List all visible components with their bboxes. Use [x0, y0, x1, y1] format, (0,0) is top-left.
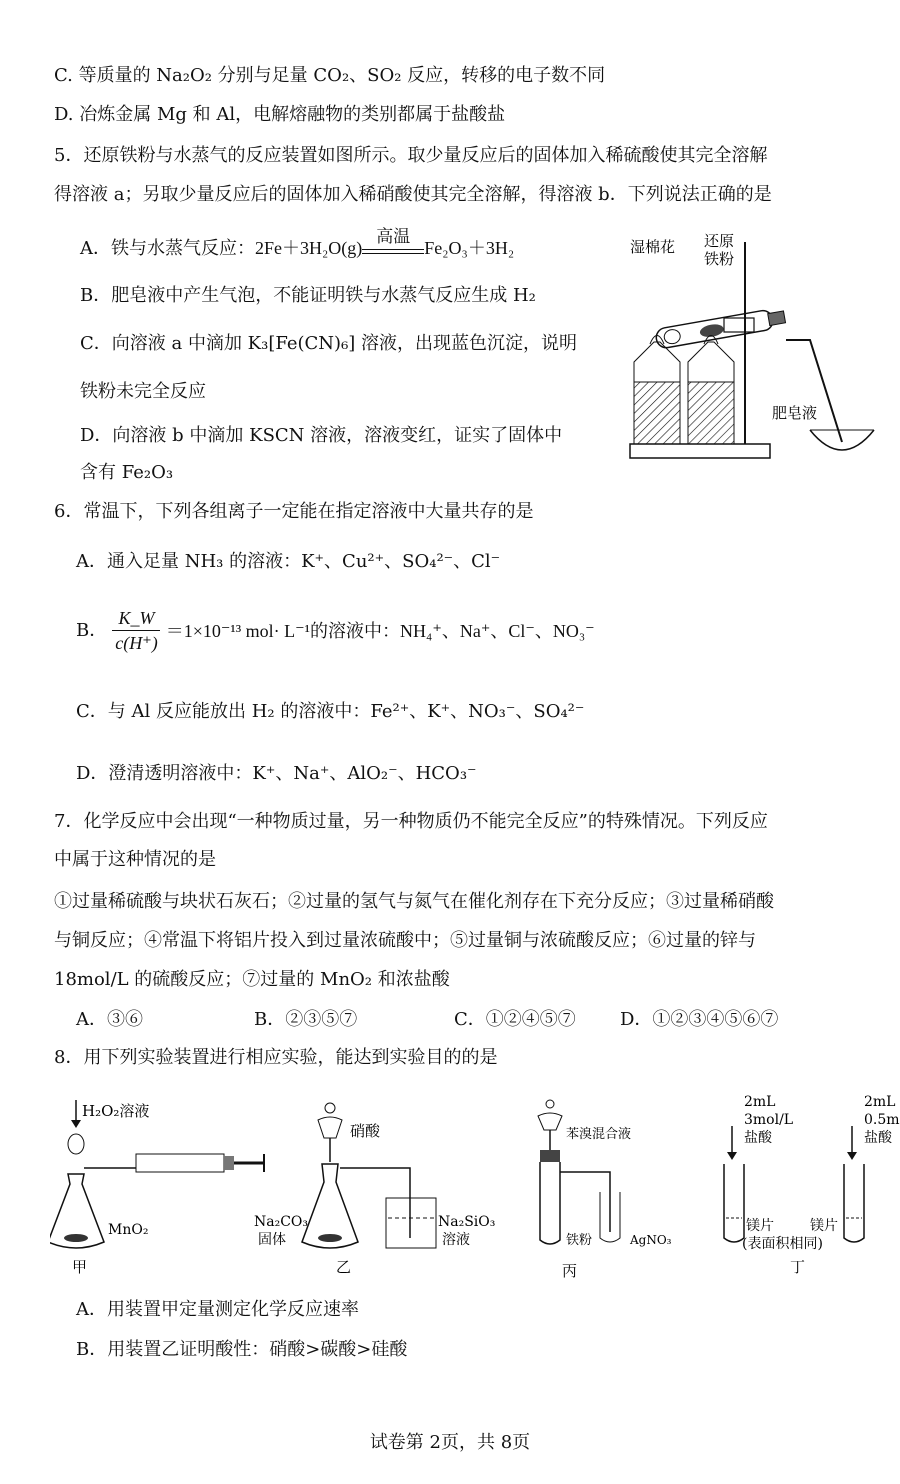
- q5-option-c-2: 铁粉未完全反应: [80, 381, 206, 402]
- q5-option-d-1: D．向溶液 b 中滴加 KSCN 溶液，溶液变红，证实了固体中: [80, 425, 563, 446]
- ding-left-1: 2mL: [744, 1094, 776, 1110]
- yi-solution-label-2: 溶液: [442, 1232, 470, 1248]
- q5-option-a: [80, 227, 515, 261]
- question-7-line-4: 与铜反应；④常温下将铝片投入到过量浓硫酸中；⑤过量铜与浓硫酸反应；⑥过量的锌与: [54, 930, 756, 951]
- yi-label: 乙: [336, 1258, 352, 1276]
- q7-option-c: C．①②④⑤⑦: [454, 1009, 576, 1030]
- option-d-prev: D. 冶炼金属 Mg 和 Al，电解熔融物的类别都属于盐酸盐: [54, 104, 506, 125]
- q5-option-c-1: C．向溶液 a 中滴加 K₃[Fe(CN)₆] 溶液，出现蓝色沉淀，说明: [80, 333, 578, 354]
- ding-right-3: 盐酸: [864, 1130, 892, 1146]
- label-iron-1: 还原: [704, 232, 735, 250]
- label-iron-2: 铁粉: [704, 250, 735, 268]
- q7-option-a: A．③⑥: [76, 1009, 143, 1030]
- q5-option-a-prefix: A．铁与水蒸气反应：: [80, 238, 255, 259]
- question-5-line-1: 5．还原铁粉与水蒸气的反应装置如图所示。取少量反应后的固体加入稀硫酸使其完全溶解: [54, 145, 768, 166]
- fraction-denominator: c(H⁺): [115, 633, 158, 653]
- reaction-condition: 高温: [376, 227, 411, 247]
- page-footer: 试卷第 2页，共 8页: [369, 1432, 531, 1453]
- ding-note: (表面积相同): [742, 1236, 823, 1252]
- q7-option-d: D．①②③④⑤⑥⑦: [620, 1009, 779, 1030]
- ding-right-2: 0.5m: [864, 1112, 900, 1128]
- question-8: 8．用下列实验装置进行相应实验，能达到实验目的的是: [54, 1047, 498, 1068]
- question-7-line-1: 7．化学反应中会出现“一种物质过量，另一种物质仍不能完全反应”的特殊情况。下列反应: [54, 811, 768, 832]
- q6-option-b-prefix: B．: [76, 619, 108, 641]
- q8-option-a: A．用装置甲定量测定化学反应速率: [76, 1299, 359, 1320]
- q6-option-b: [76, 606, 595, 655]
- question-7-line-5: 18mol/L 的硫酸反应；⑦过量的 MnO₂ 和浓盐酸: [54, 969, 450, 990]
- question-7-line-3: ①过量稀硫酸与块状石灰石；②过量的氢气与氮气在催化剂存在下充分反应；③过量稀硝酸: [54, 891, 774, 912]
- yi-solid-label-1: Na₂CO₃: [254, 1214, 309, 1230]
- question-5-line-2: 得溶液 a；另取少量反应后的固体加入稀硝酸使其完全溶解，得溶液 b．下列说法正确的是: [54, 184, 772, 205]
- q8-option-b: B．用装置乙证明酸性：硝酸>碳酸>硅酸: [76, 1339, 408, 1360]
- ding-left-3: 盐酸: [744, 1130, 772, 1146]
- q5-equation-right: Fe₂O₃＋3H₂: [424, 238, 515, 258]
- ding-left-2: 3mol/L: [744, 1112, 794, 1128]
- yi-acid-label: 硝酸: [350, 1122, 381, 1140]
- reaction-arrow: [362, 227, 424, 254]
- q6-option-b-rest: ＝1×10⁻¹³ mol· L⁻¹的溶液中：NH₄⁺、Na⁺、Cl⁻、NO₃⁻: [165, 620, 595, 641]
- q5-option-d-2: 含有 Fe₂O₃: [80, 462, 174, 483]
- yi-solution-label-1: Na₂SiO₃: [438, 1214, 496, 1230]
- ding-mg-label-right: 镁片: [810, 1218, 838, 1234]
- jia-solid-label: MnO₂: [108, 1222, 149, 1238]
- yi-solid-label-2: 固体: [258, 1232, 286, 1248]
- ding-label: 丁: [790, 1258, 806, 1276]
- iron-steam-apparatus-figure: [620, 232, 882, 464]
- q7-option-b: B．②③⑤⑦: [254, 1009, 358, 1030]
- jia-reagent-label: H₂O₂溶液: [82, 1102, 150, 1120]
- experiment-apparatus-figure: [50, 1092, 900, 1292]
- option-c-prev: C. 等质量的 Na₂O₂ 分别与足量 CO₂、SO₂ 反应，转移的电子数不同: [54, 65, 606, 86]
- q5-option-b: B．肥皂液中产生气泡，不能证明铁与水蒸气反应生成 H₂: [80, 285, 536, 306]
- question-7-line-2: 中属于这种情况的是: [54, 849, 216, 870]
- q5-equation-left: 2Fe＋3H₂O(g): [255, 238, 363, 258]
- q6-option-c: C．与 Al 反应能放出 H₂ 的溶液中：Fe²⁺、K⁺、NO₃⁻、SO₄²⁻: [76, 701, 585, 722]
- label-cotton: 湿棉花: [630, 238, 676, 256]
- ding-mg-label-left: 镁片: [746, 1218, 774, 1234]
- jia-label: 甲: [72, 1258, 88, 1276]
- fraction-numerator: K_W: [112, 606, 160, 631]
- fraction: [111, 606, 161, 655]
- question-6: 6．常温下，下列各组离子一定能在指定溶液中大量共存的是: [54, 501, 534, 522]
- ding-right-1: 2mL: [864, 1094, 896, 1110]
- label-soap: 肥皂液: [772, 404, 818, 422]
- q6-option-a: A．通入足量 NH₃ 的溶液：K⁺、Cu²⁺、SO₄²⁻、Cl⁻: [76, 551, 501, 572]
- bing-iron-label: 铁粉: [566, 1233, 593, 1248]
- bing-mix-label: 苯溴混合液: [566, 1127, 632, 1142]
- bing-agno3-label: AgNO₃: [630, 1233, 672, 1247]
- q6-option-d: D．澄清透明溶液中：K⁺、Na⁺、AlO₂⁻、HCO₃⁻: [76, 763, 477, 784]
- bing-label: 丙: [562, 1262, 578, 1280]
